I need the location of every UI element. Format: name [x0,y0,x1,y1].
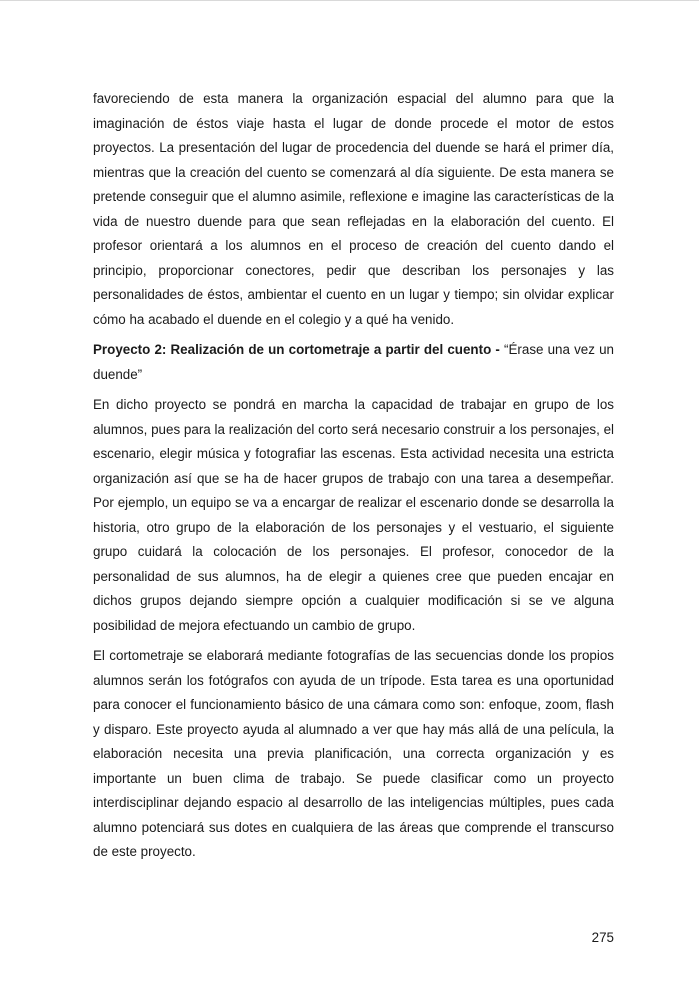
page-top-edge [0,0,699,1]
page-number: 275 [591,930,614,945]
project-2-heading-title: “Érase una vez un duende” [93,342,614,382]
project-2-heading [93,338,614,387]
page-body [93,87,614,865]
paragraph-intro: favoreciendo de esta manera la organización espacial del alumno para que la imaginación de éstos viaje hasta el lugar de donde procede el motor de estos proyectos. La presentación del lugar de procedencia del duende se hará el primer día, mientras que la creación del cuento se comenzará al día siguiente. De esta manera se pretende conseguir que el alumno asimile, reflexione e imagine las características de la vida de nuestro duende para que sean reflejadas en la elaboración del cuento. El profesor orientará a los alumnos en el proceso de creación del cuento dando el principio, proporcionar conectores, pedir que describan los personajes y las personalidades de éstos, ambientar el cuento en un lugar y tiempo; sin olvidar explicar cómo ha acabado el duende en el colegio y a qué ha venido. [93,91,614,327]
paragraph-cortometraje: El cortometraje se elaborará mediante fotografías de las secuencias donde los propios alumnos serán los fotógrafos con ayuda de un trípode. Esta tarea es una oportunidad para conocer el funcionamiento básico de una cámara como son: enfoque, zoom, flash y disparo. Este proyecto ayuda al alumnado a ver que hay más allá de una película, la elaboración necesita una previa planificación, una correcta organización y es importante un buen clima de trabajo. Se puede clasificar como un proyecto interdisciplinar dejando espacio al desarrollo de las inteligencias múltiples, pues cada alumno potenciará sus dotes en cualquiera de las áreas que comprende el transcurso de este proyecto. [93,648,614,859]
project-2-heading-bold: Proyecto 2: Realización de un cortometraje a partir del cuento - [93,342,505,357]
paragraph-project-2-description: En dicho proyecto se pondrá en marcha la capacidad de trabajar en grupo de los alumnos, pues para la realización del corto será necesario construir a los personajes, el escenario, elegir música y fotografiar las escenas. Esta actividad necesita una estricta organización así que se ha de hacer grupos de trabajo con una tarea a desempeñar. Por ejemplo, un equipo se va a encargar de realizar el escenario donde se desarrolla la historia, otro grupo de la elaboración de los personajes y el vestuario, el siguiente grupo cuidará la colocación de los personajes. El profesor, conocedor de la personalidad de sus alumnos, ha de elegir a quienes cree que pueden encajar en dichos grupos dejando siempre opción a cualquier modificación si se ve alguna posibilidad de mejora efectuando un cambio de grupo. [93,397,614,633]
